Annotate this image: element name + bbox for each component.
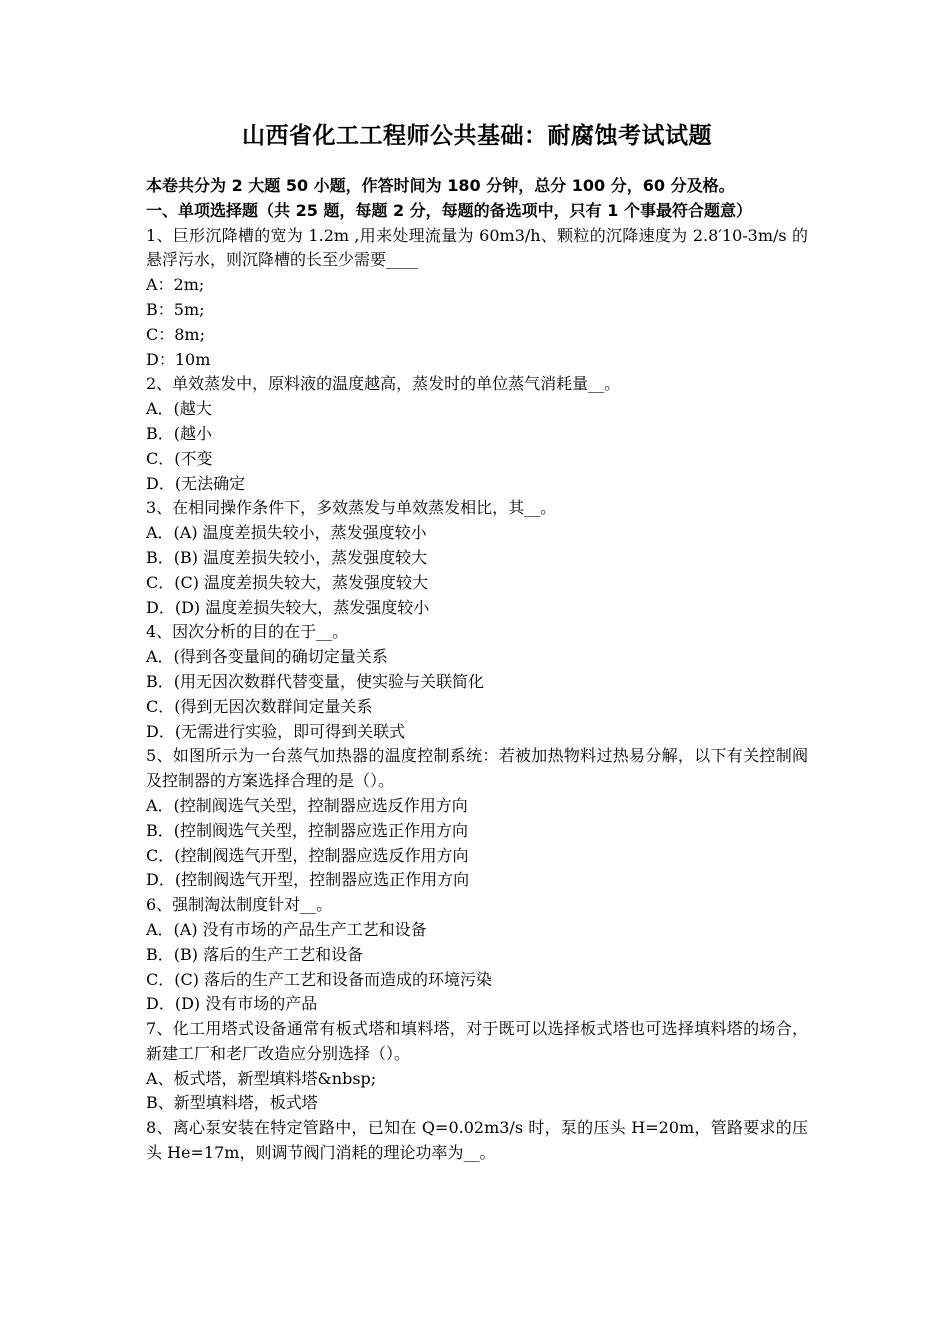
- question-1-option-c: C：8m;: [146, 324, 205, 344]
- question-1-option-b: B：5m;: [146, 299, 205, 319]
- question-list: [146, 224, 808, 1166]
- question-8-text: 8、离心泵安装在特定管路中，已知在 Q=0.02m3/s 时，泵的压头 H=20m，管路要求的压头 He=17m，则调节阀门消耗的理论功率为__。: [146, 1118, 808, 1163]
- question-3-option-b: B．(B) 温度差损失较小，蒸发强度较大: [146, 547, 428, 567]
- question-2-option-b: B．(越小: [146, 423, 213, 443]
- question-2-option-a: A．(越大: [146, 399, 212, 419]
- question-1: [146, 224, 808, 373]
- question-2: [146, 372, 808, 496]
- question-3-option-d: D．(D) 温度差损失较大，蒸发强度较小: [146, 597, 430, 617]
- question-7-option-b: B、新型填料塔，板式塔: [146, 1093, 318, 1113]
- question-2-text: 2、单效蒸发中，原料液的温度越高，蒸发时的单位蒸气消耗量__。: [146, 374, 621, 394]
- question-1-text: 1、巨形沉降槽的宽为 1.2m ,用来处理流量为 60m3/h、颗粒的沉降速度为 2.8′10-3m/s 的悬浮污水，则沉降槽的长至少需要____: [146, 225, 808, 270]
- question-7-text: 7、化工用塔式设备通常有板式塔和填料塔，对于既可以选择板式塔也可选择填料塔的场合，新建工厂和老厂改造应分别选择（）。: [146, 1019, 808, 1063]
- question-6-text: 6、强制淘汰制度针对__。: [146, 895, 333, 915]
- question-1-option-a: A：2m;: [146, 275, 205, 295]
- question-4-option-b: B．(用无因次数群代替变量，使实验与关联简化: [146, 671, 485, 691]
- question-4: [146, 620, 808, 744]
- question-4-option-a: A．(得到各变量间的确切定量关系: [146, 647, 388, 667]
- question-5: [146, 744, 808, 893]
- question-4-text: 4、因次分析的目的在于__。: [146, 622, 349, 642]
- question-3-option-a: A．(A) 温度差损失较小，蒸发强度较小: [146, 523, 427, 543]
- question-4-option-c: C．(得到无因次数群间定量关系: [146, 696, 373, 716]
- question-5-option-a: A．(控制阀选气关型，控制器应选反作用方向: [146, 795, 468, 815]
- question-5-text: 5、如图所示为一台蒸气加热器的温度控制系统：若被加热物料过热易分解，以下有关控制阀及控制器的方案选择合理的是（）。: [146, 746, 808, 791]
- question-6: [146, 893, 808, 1017]
- question-3: [146, 496, 808, 620]
- exam-intro: 本卷共分为 2 大题 50 小题，作答时间为 180 分钟，总分 100 分，60 分及格。: [146, 176, 735, 195]
- document-title: 山西省化工工程师公共基础：耐腐蚀考试试题: [242, 123, 712, 149]
- document-page: [146, 118, 808, 1166]
- question-2-option-c: C．(不变: [146, 448, 213, 468]
- section-heading: 一、单项选择题（共 25 题，每题 2 分，每题的备选项中，只有 1 个事最符合题意）: [146, 200, 752, 220]
- question-8: [146, 1116, 808, 1166]
- question-6-option-b: B．(B) 落后的生产工艺和设备: [146, 944, 364, 964]
- question-5-option-b: B．(控制阀选气关型，控制器应选正作用方向: [146, 820, 469, 840]
- question-2-option-d: D．(无法确定: [146, 473, 246, 493]
- question-6-option-d: D．(D) 没有市场的产品: [146, 994, 318, 1014]
- question-6-option-a: A．(A) 没有市场的产品生产工艺和设备: [146, 919, 427, 939]
- question-6-option-c: C．(C) 落后的生产工艺和设备而造成的环境污染: [146, 969, 493, 989]
- question-5-option-c: C．(控制阀选气开型，控制器应选反作用方向: [146, 845, 469, 865]
- question-3-text: 3、在相同操作条件下，多效蒸发与单效蒸发相比，其__。: [146, 498, 557, 518]
- question-5-option-d: D．(控制阀选气开型，控制器应选正作用方向: [146, 870, 470, 890]
- question-7-option-a: A、板式塔，新型填料塔&nbsp;: [146, 1068, 377, 1088]
- question-7: [146, 1017, 808, 1116]
- question-3-option-c: C．(C) 温度差损失较大，蒸发强度较大: [146, 572, 429, 592]
- question-1-option-d: D：10m: [146, 349, 211, 369]
- question-4-option-d: D．(无需进行实验，即可得到关联式: [146, 721, 406, 741]
